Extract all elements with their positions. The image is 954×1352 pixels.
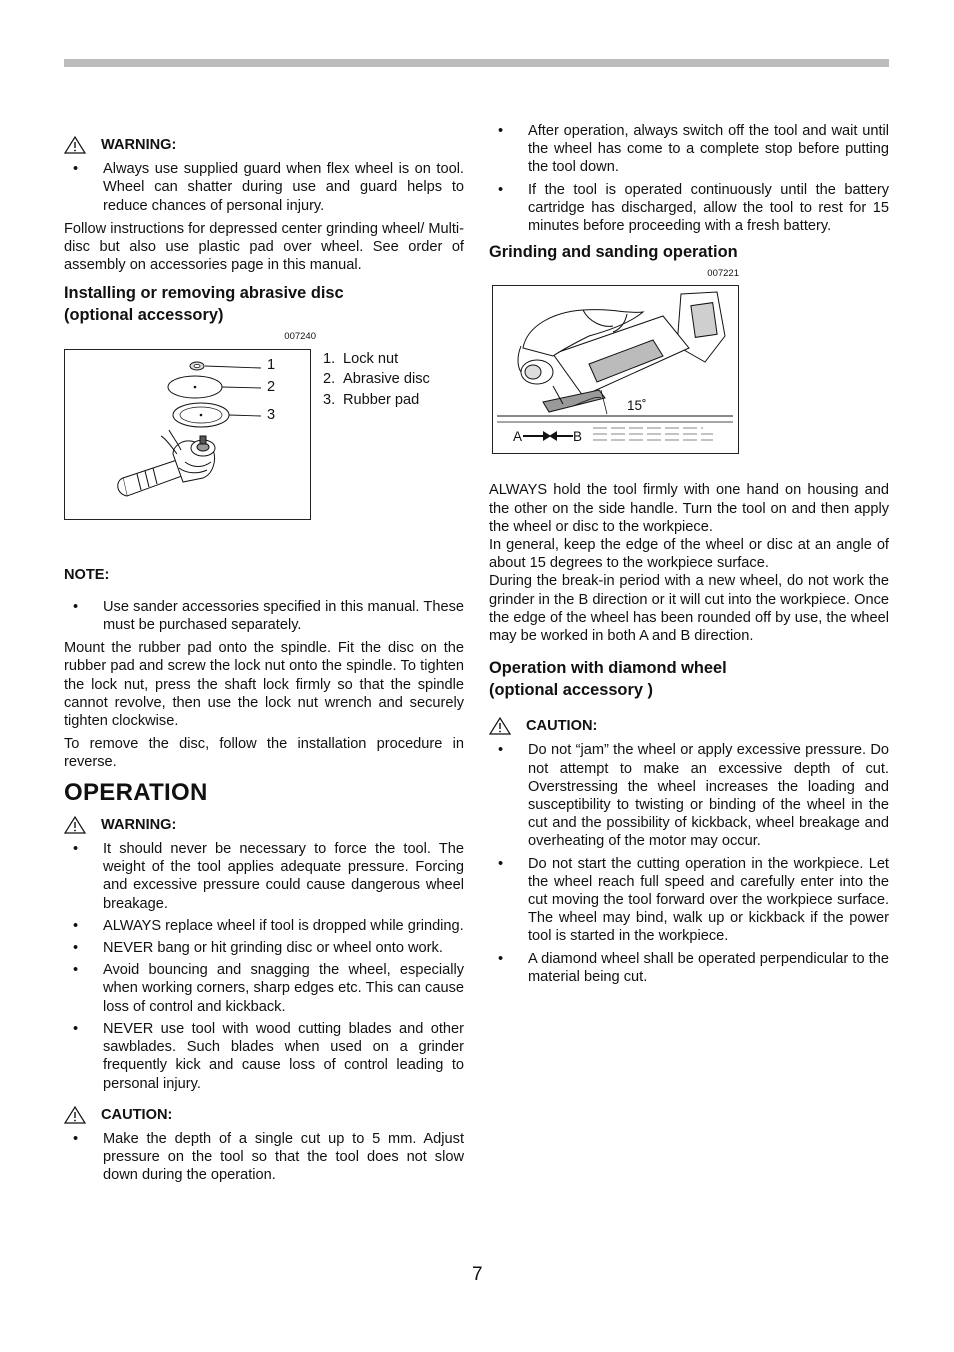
warning-label: WARNING: <box>64 136 464 154</box>
left-column <box>64 122 464 1190</box>
list-item: • Do not start the cutting operation in the workpiece. Let the wheel reach full speed and carefully enter into the cut moving the tool forward over the workpiece surface. The wheel may bind, walk up or kickback if the power tool is started in the workpiece. <box>498 855 889 945</box>
figure-grinding <box>492 285 739 454</box>
warning-triangle-icon <box>64 1106 86 1124</box>
figure-code: 007221 <box>707 268 739 280</box>
paragraph: To remove the disc, follow the installation procedure in reverse. <box>64 736 464 771</box>
callout-2: 2 <box>267 379 276 395</box>
list-item: • It should never be necessary to force the tool. The weight of the tool applies adequate pressure. Forcing and excessive pressure could cause dangerous wheel breakage. <box>73 841 464 912</box>
warning-list <box>64 840 464 1093</box>
operation-heading: OPERATION <box>64 778 208 806</box>
legend-item: 2. Abrasive disc <box>323 371 430 388</box>
angle-label: 15˚ <box>627 398 647 414</box>
section-heading: Operation with diamond wheel (optional accessory ) <box>489 659 727 700</box>
caution-list <box>64 1130 464 1185</box>
figure-row <box>64 349 464 520</box>
legend-item: 3. Rubber pad <box>323 391 420 408</box>
list-item: • NEVER bang or hit grinding disc or wheel onto work. <box>73 940 443 957</box>
caution-label: CAUTION: <box>489 717 889 735</box>
callout-3: 3 <box>267 407 276 423</box>
list-item: • If the tool is operated continuously until the battery cartridge has discharged, allow the tool to rest for 15 minutes before proceeding with a fresh battery. <box>498 181 889 235</box>
grinding-illustration <box>493 286 737 452</box>
list-item: • Make the depth of a single cut up to 5 mm. Adjust pressure on the tool so that the tool does not slow down during the operation. <box>73 1130 464 1184</box>
list-item: • Do not “jam” the wheel or apply excessive pressure. Do not attempt to make an excessive depth of cut. Overstressing the wheel increases the loading and susceptibility to twisting or binding of the wheel in the cut and the possibility of kickback, wheel breakage and overheating of the motor may occur. <box>498 742 889 850</box>
list-item: • After operation, always switch off the tool and wait until the wheel has come to a complete stop before putting the tool down. <box>498 123 889 176</box>
caution-list <box>489 741 889 986</box>
paragraph: In general, keep the edge of the wheel or disc at an angle of about 15 degrees to the workpiece surface. <box>489 537 889 572</box>
list-item: • Use sander accessories specified in this manual. These must be purchased separately. <box>73 598 464 634</box>
list-item: • Avoid bouncing and snagging the wheel, especially when working corners, sharp edges etc. This can cause loss of control and kickback. <box>73 962 464 1015</box>
section-heading: Grinding and sanding operation <box>489 243 738 262</box>
warning-label: WARNING: <box>64 816 464 834</box>
caution-label: CAUTION: <box>64 1106 464 1124</box>
callout-1: 1 <box>267 357 276 373</box>
list-item: • A diamond wheel shall be operated perpendicular to the material being cut. <box>498 950 889 985</box>
right-column <box>489 122 889 991</box>
direction-b-label: B <box>573 429 583 445</box>
paragraph: Follow instructions for depressed center grinding wheel/ Multi-disc but also use plastic pad over wheel. See order of assembly on accessories page in this manual. <box>64 220 464 274</box>
paragraph: Mount the rubber pad onto the spindle. Fit the disc on the rubber pad and screw the lock nut onto the spindle. To tighten the lock nut, press the shaft lock firmly so that the spindle cannot revolve, then use the lock nut wrench and securely tighten clockwise. <box>64 640 464 730</box>
section-heading: Installing or removing abrasive disc (optional accessory) <box>64 284 344 325</box>
warning-triangle-icon <box>64 816 86 834</box>
direction-a-label: A <box>513 429 523 445</box>
list-item: • NEVER use tool with wood cutting blades and other sawblades. Such blades when used on a grinder frequently kick and cause loss of control leading to personal injury. <box>73 1020 464 1092</box>
list-item: • Always use supplied guard when flex wheel is on tool. Wheel can shatter during use and guard helps to reduce chances of personal injury. <box>73 161 464 214</box>
figure-code: 007240 <box>284 331 316 343</box>
header-rule <box>64 59 889 67</box>
paragraph: During the break-in period with a new wheel, do not work the grinder in the B direction or it will cut into the workpiece. Once the edge of the wheel has been rounded off by use, the wheel may be worked in both A and B direction. <box>489 573 889 645</box>
paragraph: ALWAYS hold the tool firmly with one hand on housing and the other on the side handle. Turn the tool on and then apply the wheel or disc to the workpiece. <box>489 482 889 535</box>
legend-item: 1. Lock nut <box>323 350 399 367</box>
note-list <box>64 598 464 634</box>
callout-numbers <box>267 354 275 426</box>
operation-list-continued <box>489 122 889 235</box>
note-label: NOTE: <box>64 566 110 583</box>
warning-triangle-icon <box>64 136 86 154</box>
page-number: 7 <box>472 1264 483 1285</box>
warning-list <box>64 160 464 215</box>
figure-legend <box>323 349 430 411</box>
list-item: • ALWAYS replace wheel if tool is dropped while grinding. <box>73 917 464 934</box>
warning-triangle-icon <box>489 717 511 735</box>
